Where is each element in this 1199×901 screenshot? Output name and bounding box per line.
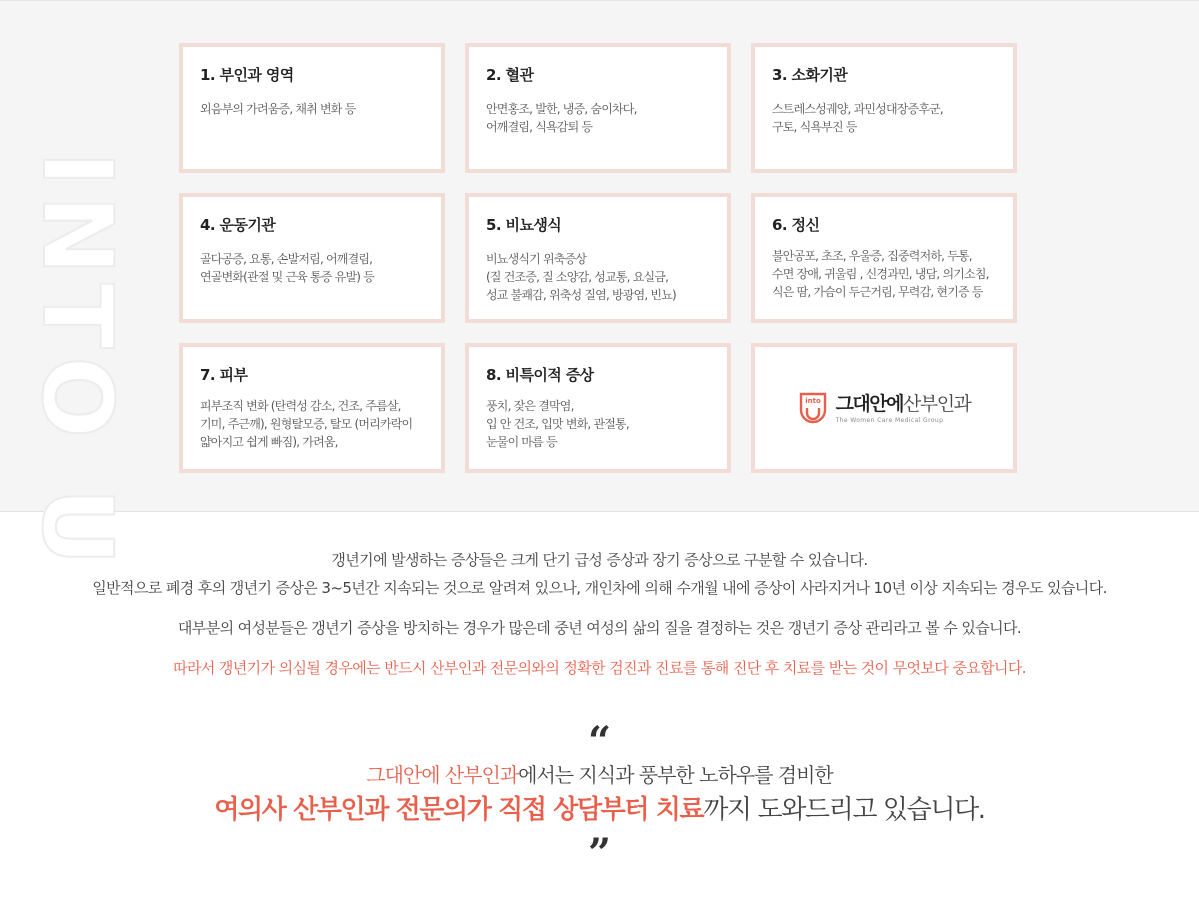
card-title: 8. 비특이적 증상 bbox=[486, 366, 594, 384]
card-description-line: 스트레스성궤양, 과민성대장증후군, bbox=[772, 102, 943, 116]
symptom-card-urogenital bbox=[465, 193, 731, 323]
card-description-line: (질 건조증, 질 소양감, 성교통, 요실금, bbox=[486, 270, 669, 284]
card-description-line: 수면 장애, 귀울림 , 신경과민, 냉담, 의기소침, bbox=[772, 267, 989, 281]
card-description bbox=[200, 397, 425, 451]
symptom-card-skin bbox=[179, 343, 445, 473]
symptom-card-digestive bbox=[751, 43, 1017, 173]
card-title: 2. 혈관 bbox=[486, 66, 534, 84]
clinic-logo bbox=[798, 391, 971, 425]
symptom-card-nonspecific bbox=[465, 343, 731, 473]
quote-line-2 bbox=[0, 790, 1199, 830]
description-highlight: 따라서 갱년기가 의심될 경우에는 반드시 산부인과 전문의와의 정확한 검진과 진료를 통해 진단 후 치료를 받는 것이 무엇보다 중요합니다. bbox=[173, 659, 1026, 677]
svg-text:INTO U: INTO U bbox=[21, 151, 133, 574]
symptom-card-mental bbox=[751, 193, 1017, 323]
symptom-card-vascular bbox=[465, 43, 731, 173]
card-description-line: 안면홍조, 발한, 냉증, 숨이차다, bbox=[486, 102, 637, 116]
quote-line-2-rest: 까지 도와드리고 있습니다. bbox=[703, 795, 985, 825]
quote-highlight: 여의사 산부인과 전문의가 직접 상담부터 치료 bbox=[214, 795, 704, 825]
card-description bbox=[486, 100, 711, 136]
logo-tagline: The Women Care Medical Group bbox=[835, 416, 944, 424]
card-title: 1. 부인과 영역 bbox=[200, 66, 294, 84]
card-description-line: 눈물이 마름 등 bbox=[486, 435, 557, 449]
description-line: 일반적으로 폐경 후의 갱년기 증상은 3~5년간 지속되는 것으로 알려져 있으나, 개인차에 의해 수개월 내에 증상이 사라지거나 10년 이상 지속되는 경우도 있습니다. bbox=[92, 579, 1107, 597]
card-title: 4. 운동기관 bbox=[200, 216, 276, 234]
card-description bbox=[486, 397, 711, 451]
card-description-line: 피부조직 변화 (탄력성 감소, 건조, 주름살, bbox=[200, 399, 401, 413]
card-description bbox=[200, 100, 425, 118]
card-description-line: 외음부의 가려움증, 채취 변화 등 bbox=[200, 102, 356, 116]
card-description-line: 얇아지고 쉽게 빠짐), 가려움, bbox=[200, 435, 338, 449]
logo-name-bold: 그대안에 bbox=[835, 392, 903, 415]
quote-clinic-name: 그대안에 산부인과 bbox=[366, 763, 519, 787]
card-description-line: 골다공증, 요통, 손발저림, 어깨결림, bbox=[200, 252, 373, 266]
open-quote-icon: “ bbox=[587, 718, 611, 765]
card-title: 6. 정신 bbox=[772, 216, 820, 234]
card-description bbox=[772, 100, 997, 136]
logo-card bbox=[751, 343, 1017, 473]
card-description-line: 입 안 건조, 입맛 변화, 관절통, bbox=[486, 417, 629, 431]
close-quote-icon: ” bbox=[587, 830, 611, 877]
quote-line-1-rest: 에서는 지식과 풍부한 노하우를 겸비한 bbox=[518, 763, 833, 787]
card-description bbox=[200, 250, 425, 286]
card-description-line: 구토, 식욕부진 등 bbox=[772, 120, 857, 134]
into-logo-icon bbox=[798, 391, 828, 425]
logo-wordmark bbox=[836, 393, 971, 415]
svg-text:into: into bbox=[804, 397, 821, 405]
card-description-line: 풍치, 잦은 결막염, bbox=[486, 399, 574, 413]
card-description bbox=[486, 250, 711, 304]
card-description-line: 비뇨생식기 위축증상 bbox=[486, 252, 587, 266]
quote-line-1 bbox=[0, 760, 1199, 790]
card-description-line: 연골변화(관절 및 근육 통증 유발) 등 bbox=[200, 270, 374, 284]
card-description-line: 성교 불쾌감, 위축성 질염, 방광염, 빈뇨) bbox=[486, 288, 676, 302]
card-description-line: 어깨결림, 식욕감퇴 등 bbox=[486, 120, 593, 134]
description-block bbox=[0, 546, 1199, 682]
card-title: 7. 피부 bbox=[200, 366, 248, 384]
card-title: 3. 소화기관 bbox=[772, 66, 848, 84]
description-line: 갱년기에 발생하는 증상들은 크게 단기 급성 증상과 장기 증상으로 구분할 수 있습니다. bbox=[331, 551, 868, 569]
watermark-into-u bbox=[4, 151, 133, 574]
quote-block bbox=[0, 718, 1199, 877]
card-description-line: 식은 땀, 가슴이 두근거림, 무력감, 현기증 등 bbox=[772, 285, 983, 299]
card-title: 5. 비뇨생식 bbox=[486, 216, 562, 234]
card-description-line: 불안공포, 초조, 우울증, 집중력저하, 두통, bbox=[772, 249, 972, 263]
card-description bbox=[772, 247, 997, 301]
symptom-card-gynecology bbox=[179, 43, 445, 173]
description-line: 대부분의 여성분들은 갱년기 증상을 방치하는 경우가 많은데 중년 여성의 삶의 질을 결정하는 것은 갱년기 증상 관리라고 볼 수 있습니다. bbox=[177, 619, 1022, 637]
logo-name-light: 산부인과 bbox=[903, 392, 971, 415]
symptom-card-musculoskeletal bbox=[179, 193, 445, 323]
card-description-line: 기미, 주근깨), 원형탈모증, 탈모 (머리카락이 bbox=[200, 417, 413, 431]
